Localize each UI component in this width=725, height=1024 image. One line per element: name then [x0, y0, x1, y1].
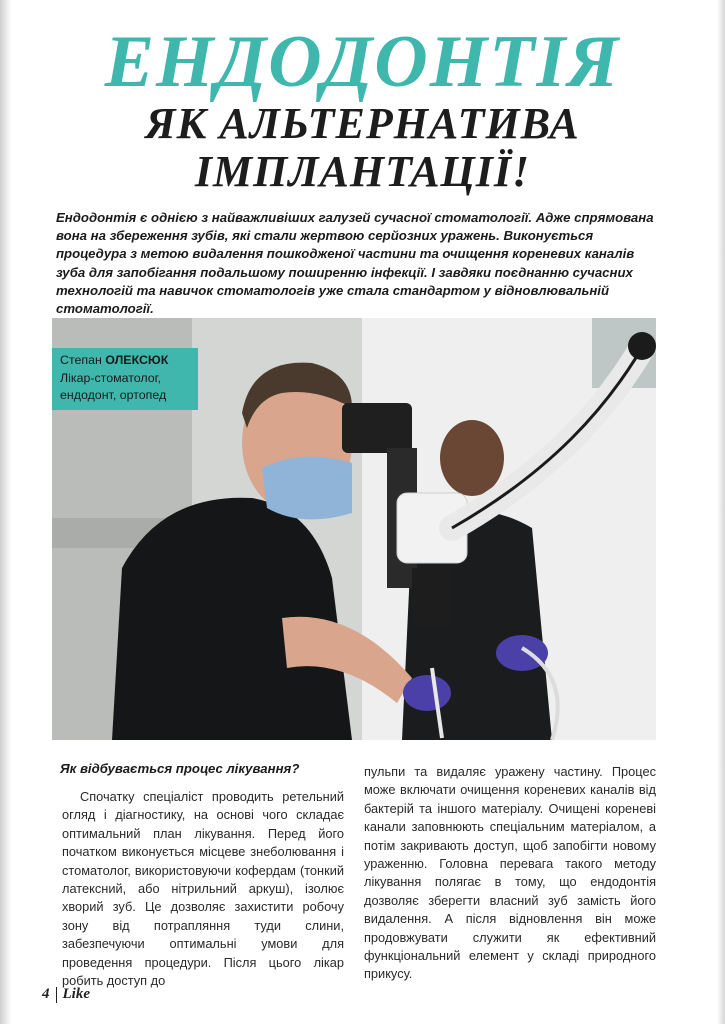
article-title: ЕНДОДОНТІЯ [104, 21, 621, 103]
caption-first-name: Степан [60, 353, 102, 367]
page-number: 4 [42, 986, 50, 1002]
body-column-right: пульпи та видаляє уражену частину. Процес може включати очищення кореневих каналів від бактерій та іншого матеріалу. Очищені кореневі канали заповнюють спеціальним матеріалом, а потім закривають доступ, щоб запобігти новому ураженню. Головна перевага такого методу лікування полягає в тому, що ендодонтія дозволяє зберегти власний зуб замість його видалення. А після відновлення він може продовжувати служити як ефективний функціональний елемент у складі природного прикусу. [364, 764, 656, 982]
article-subtitle-line-2: ІМПЛАНТАЦІЇ! [194, 147, 531, 196]
magazine-name: Like [62, 986, 90, 1002]
section-heading: Як відбувається процес лікування? [60, 761, 300, 776]
photo-caption [52, 348, 198, 410]
footer-divider [56, 987, 57, 1003]
caption-role-2: ендодонт, ортопед [60, 388, 167, 403]
article-lead: Ендодонтія є однією з найважливіших галузей сучасної стоматології. Адже спрямована вона на збереження зубів, які стали жертвою серйозних уражень. Виконується процедура з метою видалення пошкодженої частини та очищення кореневих каналів зуба для запобігання подальшому поширенню інфекції. І завдяки поєднанню сучасних технологій та навичок стоматологів уже стала стандартом у відновлювальній стоматології. [56, 210, 654, 317]
caption-role-1: Лікар-стоматолог, [60, 370, 162, 385]
caption-last-name: ОЛЕКСЮК [105, 353, 169, 367]
article-subtitle-line-1: ЯК АЛЬТЕРНАТИВА [145, 99, 580, 148]
body-column-left: Спочатку спеціаліст проводить ретельний огляд і діагностику, на основі чого складає оптимальний план лікування. Перед його початком виконується місцеве знеболювання і стоматолог, використовуючи кофердам (тонкий латексний, або нітрильний аркуш), ізолює хворий зуб. Це дозволяє захистити робочу зону від потрапляння туди слини, забезпечуючи оптимальні умови для проведення процедури. Після цього лікар робить доступ до [62, 789, 344, 989]
caption-name [60, 352, 198, 370]
page-footer [42, 986, 90, 1003]
article-photo [52, 318, 656, 740]
